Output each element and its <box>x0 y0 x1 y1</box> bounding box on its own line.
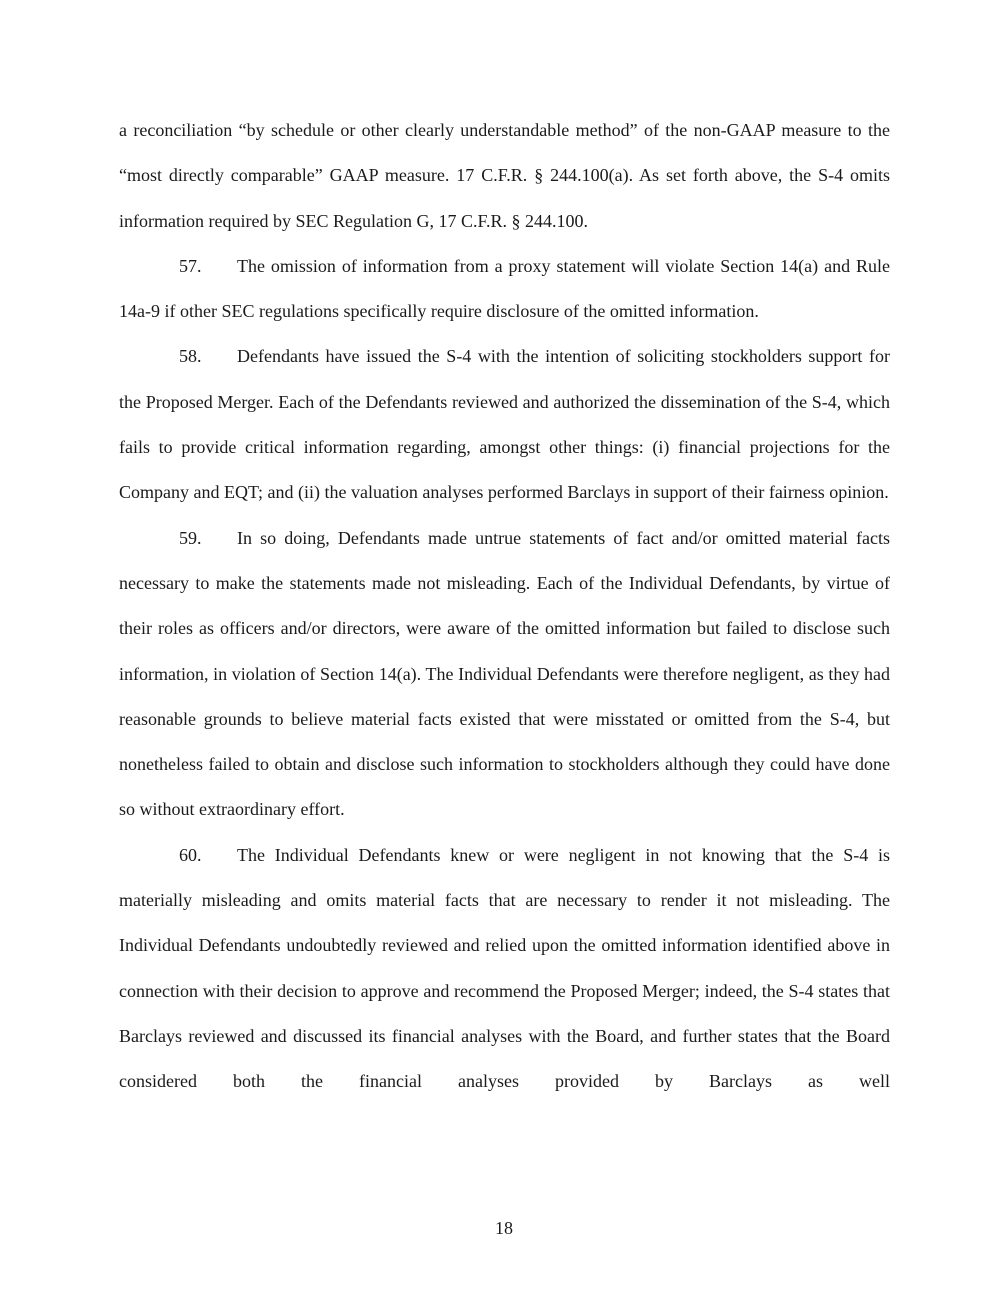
paragraph-number: 57. <box>179 255 202 276</box>
page-number: 18 <box>495 1218 513 1238</box>
continued-paragraph: a reconciliation “by schedule or other clearly understandable method” of the non-GAAP measure to the “most directly comparable” GAAP measure. 17 C.F.R. § 244.100(a). As set forth above, the S-4 omits information required by SEC Regulation G, 17 C.F.R. § 244.100. <box>119 120 890 231</box>
paragraph-58 <box>119 334 890 515</box>
paragraph-59 <box>119 516 890 833</box>
body-text <box>119 108 890 1105</box>
paragraph-number: 59. <box>179 527 202 548</box>
paragraph-text: The Individual Defendants knew or were negligent in not knowing that the S-4 is materially misleading and omits material facts that are necessary to render it not misleading. The Individual Defendants undoubtedly reviewed and relied upon the omitted information identified above in connection with their decision to approve and recommend the Proposed Merger; indeed, the S-4 states that Barclays reviewed and discussed its financial analyses with the Board, and further states that the Board considered both the financial analyses provided by Barclays as well <box>119 844 890 1092</box>
paragraph-text: In so doing, Defendants made untrue statements of fact and/or omitted material facts necessary to make the statements made not misleading. Each of the Individual Defendants, by virtue of their roles as officers and/or directors, were aware of the omitted information but failed to disclose such information, in violation of Section 14(a). The Individual Defendants were therefore negligent, as they had reasonable grounds to believe material facts existed that were misstated or omitted from the S-4, but nonetheless failed to obtain and disclose such information to stockholders although they could have done so without extraordinary effort. <box>119 527 890 820</box>
paragraph-60 <box>119 833 890 1105</box>
paragraph-number: 58. <box>179 346 202 367</box>
paragraph-57 <box>119 244 890 335</box>
paragraph-text: Defendants have issued the S-4 with the intention of soliciting stockholders support for the Proposed Merger. Each of the Defendants reviewed and authorized the dissemination of the S-4, which fails to provide critical information regarding, amongst other things: (i) financial projections for the Company and EQT; and (ii) the valuation analyses performed Barclays in support of their fairness opinion. <box>119 346 890 503</box>
paragraph-number: 60. <box>179 844 202 865</box>
paragraph-text: The omission of information from a proxy statement will violate Section 14(a) and Rule 14a-9 if other SEC regulations specifically require disclosure of the omitted information. <box>119 255 890 322</box>
